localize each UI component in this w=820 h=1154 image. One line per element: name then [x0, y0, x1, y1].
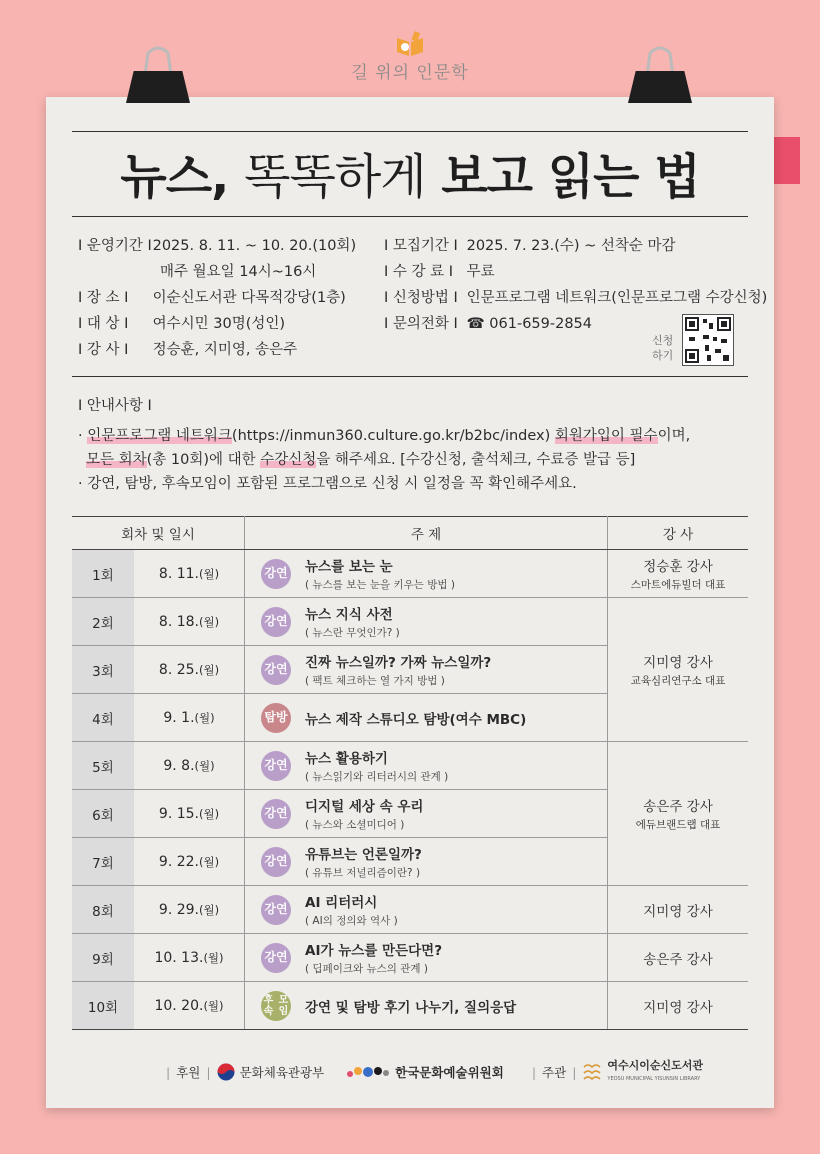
- topic-subtitle: ( 뉴스란 무엇인가? ): [305, 627, 400, 639]
- session-type-badge: 강연: [261, 943, 291, 973]
- schedule-table: [72, 516, 748, 1030]
- info-phone: I 문의전화 I ☎ 061-659-2854: [384, 316, 592, 332]
- session-date: 9. 22.(월): [134, 838, 245, 886]
- info-bottom-rule: [72, 376, 748, 377]
- binder-clip-left-icon: [126, 45, 190, 117]
- notice-line-1: · 인문프로그램 네트워크(https://inmun360.culture.go.kr/b2bc/index) 회원가입이 필수이며,: [78, 428, 691, 444]
- topic-title: 디지털 세상 속 우리: [305, 799, 424, 815]
- info-target: I 대 상 I 여수시민 30명(성인): [78, 316, 286, 332]
- session-date: 9. 15.(월): [134, 790, 245, 838]
- footer-sponsors: | 후원 | 문화체육관광부 한국문화예술위원회 | 주관 | 여수시이순신도서관 YEOSU MUNICIPAL YISUNSIN LIBRARY: [166, 1059, 704, 1082]
- session-date: 8. 18.(월): [134, 598, 245, 646]
- info-place: I 장 소 I 이순신도서관 다목적강당(1층): [78, 290, 346, 306]
- session-topic: [245, 550, 608, 598]
- topic-subtitle: ( 뉴스읽기와 리터러시의 관계 ): [305, 771, 449, 783]
- session-topic: [245, 694, 608, 742]
- session-date: 9. 8.(월): [134, 742, 245, 790]
- binder-clip-right-icon: [628, 45, 692, 117]
- session-number: 7회: [72, 838, 134, 886]
- topic-title: AI 리터러시: [305, 895, 378, 911]
- session-type-badge: 강연: [261, 655, 291, 685]
- schedule-body: [72, 550, 748, 1030]
- title-top-rule: [72, 131, 748, 132]
- lecturer-org: 교육심리연구소 대표: [630, 675, 726, 687]
- session-topic: [245, 838, 608, 886]
- session-date: 10. 20.(월): [134, 982, 245, 1030]
- lecturer-name: 정승훈 강사: [643, 559, 713, 575]
- lecturer-name: 지미영 강사: [643, 903, 713, 920]
- title-bottom-rule: [72, 216, 748, 217]
- info-recruit: I 모집기간 I 2025. 7. 23.(수) ~ 선착순 마감: [384, 238, 676, 254]
- topic-title: 뉴스 제작 스튜디오 탐방(여수 MBC): [305, 711, 527, 728]
- bookmark-flag: [774, 137, 800, 184]
- session-number: 8회: [72, 886, 134, 934]
- session-type-badge: 탐방: [261, 703, 291, 733]
- session-type-badge: 강연: [261, 895, 291, 925]
- session-number: 4회: [72, 694, 134, 742]
- topic-subtitle: ( AI의 정의와 역사 ): [305, 915, 398, 927]
- table-row: [72, 934, 748, 982]
- session-type-badge: 후속 모임: [261, 991, 291, 1021]
- session-date: 8. 11.(월): [134, 550, 245, 598]
- program-logo: [330, 30, 490, 83]
- lecturer-cell: [608, 550, 749, 598]
- session-type-badge: 강연: [261, 559, 291, 589]
- session-date: 10. 13.(월): [134, 934, 245, 982]
- book-logo-icon: [393, 30, 427, 56]
- session-topic: [245, 886, 608, 934]
- table-row: [72, 598, 748, 646]
- session-number: 9회: [72, 934, 134, 982]
- session-number: 5회: [72, 742, 134, 790]
- sponsor-ministry: 문화체육관광부: [239, 1065, 325, 1080]
- session-number: 3회: [72, 646, 134, 694]
- lecturer-cell: [608, 742, 749, 886]
- ministry-logo-icon: [217, 1063, 235, 1081]
- topic-title: 뉴스 지식 사전: [305, 607, 393, 623]
- session-number: 2회: [72, 598, 134, 646]
- topic-title: AI가 뉴스를 만든다면?: [305, 943, 443, 959]
- lecturer-name: 송은주 강사: [643, 951, 713, 968]
- topic-subtitle: ( 팩트 체크하는 열 가지 방법 ): [305, 675, 445, 687]
- lecturer-cell: [608, 886, 749, 934]
- session-topic: [245, 790, 608, 838]
- table-row: [72, 742, 748, 790]
- table-header-row: [72, 517, 748, 550]
- session-number: 10회: [72, 982, 134, 1030]
- header-session: 회차 및 일시: [72, 517, 245, 550]
- topic-title: 뉴스 활용하기: [305, 751, 388, 767]
- topic-title: 진짜 뉴스일까? 가짜 뉴스일까?: [305, 655, 492, 671]
- library-logo-icon: [582, 1063, 602, 1081]
- arts-council-logo-icon: [346, 1065, 390, 1079]
- info-apply: I 신청방법 I 인문프로그램 네트워크(인문프로그램 수강신청): [384, 290, 768, 306]
- lecturer-cell: [608, 934, 749, 982]
- lecturer-name: 송은주 강사: [643, 799, 713, 815]
- info-period: I 운영기간 I 2025. 8. 11. ~ 10. 20.(10회): [78, 238, 357, 254]
- topic-title: 뉴스를 보는 눈: [305, 559, 393, 575]
- session-topic: [245, 742, 608, 790]
- session-topic: [245, 598, 608, 646]
- session-date: 9. 1.(월): [134, 694, 245, 742]
- topic-title: 유튜브는 언론일까?: [305, 847, 422, 863]
- session-date: 9. 29.(월): [134, 886, 245, 934]
- lecturer-org: 스마트에듀빌더 대표: [630, 579, 726, 591]
- header-lecturer: 강 사: [608, 517, 749, 550]
- session-number: 1회: [72, 550, 134, 598]
- header-topic: 주 제: [245, 517, 608, 550]
- info-lecturers: I 강 사 I 정승훈, 지미영, 송은주: [78, 342, 298, 358]
- session-topic: [245, 934, 608, 982]
- table-row: [72, 886, 748, 934]
- page-title: 뉴스, 똑똑하게 보고 읽는 법: [120, 149, 700, 205]
- lecturer-cell: [608, 598, 749, 742]
- logo-text: 길 위의 인문학: [351, 63, 469, 83]
- session-type-badge: 강연: [261, 751, 291, 781]
- session-type-badge: 강연: [261, 607, 291, 637]
- lecturer-name: 지미영 강사: [643, 655, 713, 671]
- qr-label: 신청 하기: [652, 334, 674, 362]
- qr-code-icon[interactable]: [682, 314, 734, 366]
- lecturer-org: 에듀브랜드랩 대표: [635, 819, 721, 831]
- session-type-badge: 강연: [261, 799, 291, 829]
- info-period-time: 매주 월요일 14시~16시: [160, 264, 317, 280]
- lecturer-cell: [608, 982, 749, 1030]
- topic-subtitle: ( 뉴스와 소셜미디어 ): [305, 819, 405, 831]
- session-number: 6회: [72, 790, 134, 838]
- session-date: 8. 25.(월): [134, 646, 245, 694]
- topic-subtitle: ( 뉴스를 보는 눈을 키우는 방법 ): [305, 579, 455, 591]
- session-topic: [245, 646, 608, 694]
- topic-title: 강연 및 탐방 후기 나누기, 질의응답: [305, 999, 517, 1016]
- session-topic: [245, 982, 608, 1030]
- table-row: [72, 550, 748, 598]
- info-fee: I 수 강 료 I 무료: [384, 264, 495, 280]
- notice-line-2: 모든 회차(총 10회)에 대한 수강신청을 해주세요. [수강신청, 출석체크, 수료증 발급 등]: [86, 452, 636, 468]
- session-type-badge: 강연: [261, 847, 291, 877]
- sponsor-label: 후원: [176, 1065, 201, 1080]
- notice-line-3: · 강연, 탐방, 후속모임이 포함된 프로그램으로 신청 시 일정을 꼭 확인해주세요.: [78, 476, 577, 492]
- sponsor-arts-council: 한국문화예술위원회: [395, 1065, 504, 1080]
- host-label: 주관: [542, 1065, 567, 1080]
- topic-subtitle: ( 딥페이크와 뉴스의 관계 ): [305, 963, 428, 975]
- lecturer-name: 지미영 강사: [643, 999, 713, 1016]
- notice-heading: I 안내사항 I: [78, 398, 152, 414]
- host-library: 여수시이순신도서관 YEOSU MUNICIPAL YISUNSIN LIBRARY: [607, 1059, 704, 1082]
- topic-subtitle: ( 유튜브 저널리즘이란? ): [305, 867, 421, 879]
- table-row: [72, 982, 748, 1030]
